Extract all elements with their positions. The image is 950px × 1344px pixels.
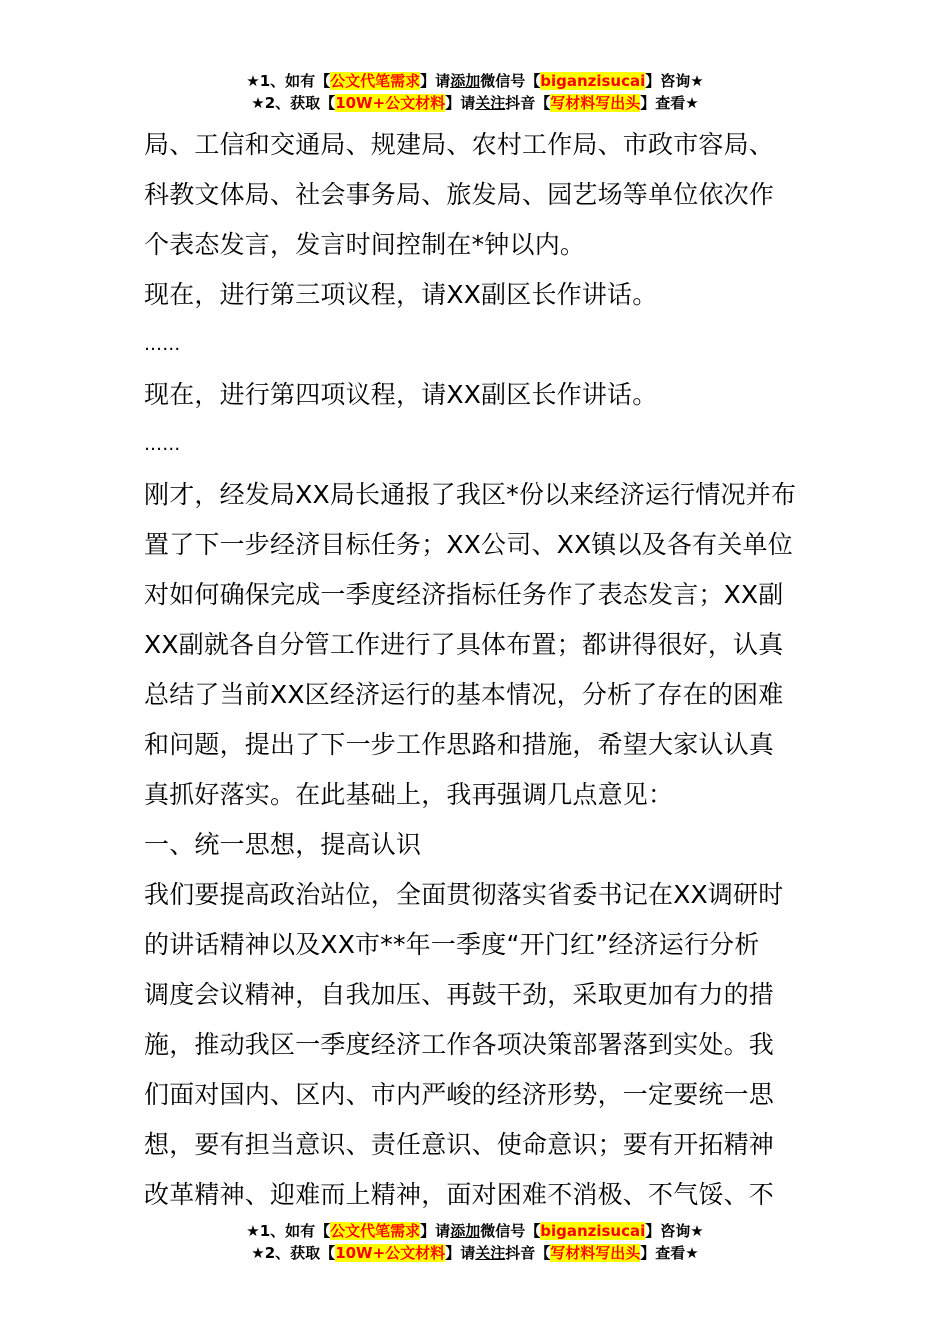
document-line: 改革精神、迎难而上精神，面对困难不消极、不气馁、不 <box>144 1180 775 1209</box>
promo-line-2 <box>0 92 950 114</box>
promo-text: 抖音【 <box>505 94 551 112</box>
header-promo-banner <box>0 70 950 114</box>
promo-text: ★2、获取【 <box>251 94 336 112</box>
promo-text: ★1、如有【 <box>246 72 331 90</box>
promo-line-2 <box>0 1242 950 1264</box>
promo-text: ★1、如有【 <box>246 1222 331 1240</box>
promo-line-1 <box>0 1220 950 1242</box>
promo-underline: 添加 <box>450 1222 481 1240</box>
document-line: 现在，进行第三项议程，请XX副区长作讲话。 <box>144 280 658 309</box>
document-line: 置了下一步经济目标任务；XX公司、XX镇以及各有关单位 <box>144 530 793 559</box>
promo-text: 】请 <box>445 94 476 112</box>
promo-underline: 关注 <box>475 1244 506 1262</box>
document-body <box>144 120 816 1220</box>
promo-wechat-id: biganzisucai <box>540 72 646 90</box>
promo-highlight: 10W+公文材料 <box>335 94 446 112</box>
promo-line-1 <box>0 70 950 92</box>
document-line: 真抓好落实。在此基础上，我再强调几点意见： <box>144 780 674 809</box>
document-line: 我们要提高政治站位，全面贯彻落实省委书记在XX调研时 <box>144 880 784 909</box>
document-line: 刚才，经发局XX局长通报了我区*份以来经济运行情况并布 <box>144 480 797 509</box>
promo-douyin-id: 写材料写出头 <box>550 1244 641 1262</box>
document-ellipsis: …… <box>144 434 181 455</box>
promo-text: ★2、获取【 <box>251 1244 336 1262</box>
document-line: 们面对国内、区内、市内严峻的经济形势，一定要统一思 <box>144 1080 775 1109</box>
document-line: 施，推动我区一季度经济工作各项决策部署落到实处。我 <box>144 1030 775 1059</box>
document-line: 想，要有担当意识、责任意识、使命意识；要有开拓精神 <box>144 1130 775 1159</box>
document-line: 总结了当前XX区经济运行的基本情况，分析了存在的困难 <box>144 680 784 709</box>
promo-text: 】咨询★ <box>645 72 704 90</box>
document-line: 的讲话精神以及XX市**年一季度“开门红”经济运行分析 <box>144 930 760 959</box>
promo-douyin-id: 写材料写出头 <box>550 94 641 112</box>
promo-text: 】查看★ <box>640 94 699 112</box>
promo-highlight: 公文代笔需求 <box>330 1222 421 1240</box>
document-line: 调度会议精神，自我加压、再鼓干劲，采取更加有力的措 <box>144 980 775 1009</box>
promo-text: 微信号【 <box>480 1222 541 1240</box>
document-line: 现在，进行第四项议程，请XX副区长作讲话。 <box>144 380 658 409</box>
document-line: XX副就各自分管工作进行了具体布置；都讲得很好，认真 <box>144 630 784 659</box>
promo-text: 】咨询★ <box>645 1222 704 1240</box>
promo-text: 抖音【 <box>505 1244 551 1262</box>
document-line: 和问题，提出了下一步工作思路和措施，希望大家认认真 <box>144 730 775 759</box>
document-ellipsis: …… <box>144 334 181 355</box>
document-line: 局、工信和交通局、规建局、农村工作局、市政市容局、 <box>144 130 775 159</box>
document-line: 对如何确保完成一季度经济指标任务作了表态发言；XX副 <box>144 580 784 609</box>
promo-text: 】查看★ <box>640 1244 699 1262</box>
promo-text: 】请 <box>420 72 451 90</box>
promo-text: 】请 <box>420 1222 451 1240</box>
document-line: 科教文体局、社会事务局、旅发局、园艺场等单位依次作 <box>144 180 775 209</box>
promo-underline: 添加 <box>450 72 481 90</box>
document-line: 个表态发言，发言时间控制在*钟以内。 <box>144 230 586 259</box>
promo-text: 微信号【 <box>480 72 541 90</box>
promo-highlight: 10W+公文材料 <box>335 1244 446 1262</box>
promo-highlight: 公文代笔需求 <box>330 72 421 90</box>
promo-underline: 关注 <box>475 94 506 112</box>
section-heading: 一、统一思想，提高认识 <box>144 830 422 859</box>
promo-text: 】请 <box>445 1244 476 1262</box>
promo-wechat-id: biganzisucai <box>540 1222 646 1240</box>
footer-promo-banner <box>0 1220 950 1264</box>
